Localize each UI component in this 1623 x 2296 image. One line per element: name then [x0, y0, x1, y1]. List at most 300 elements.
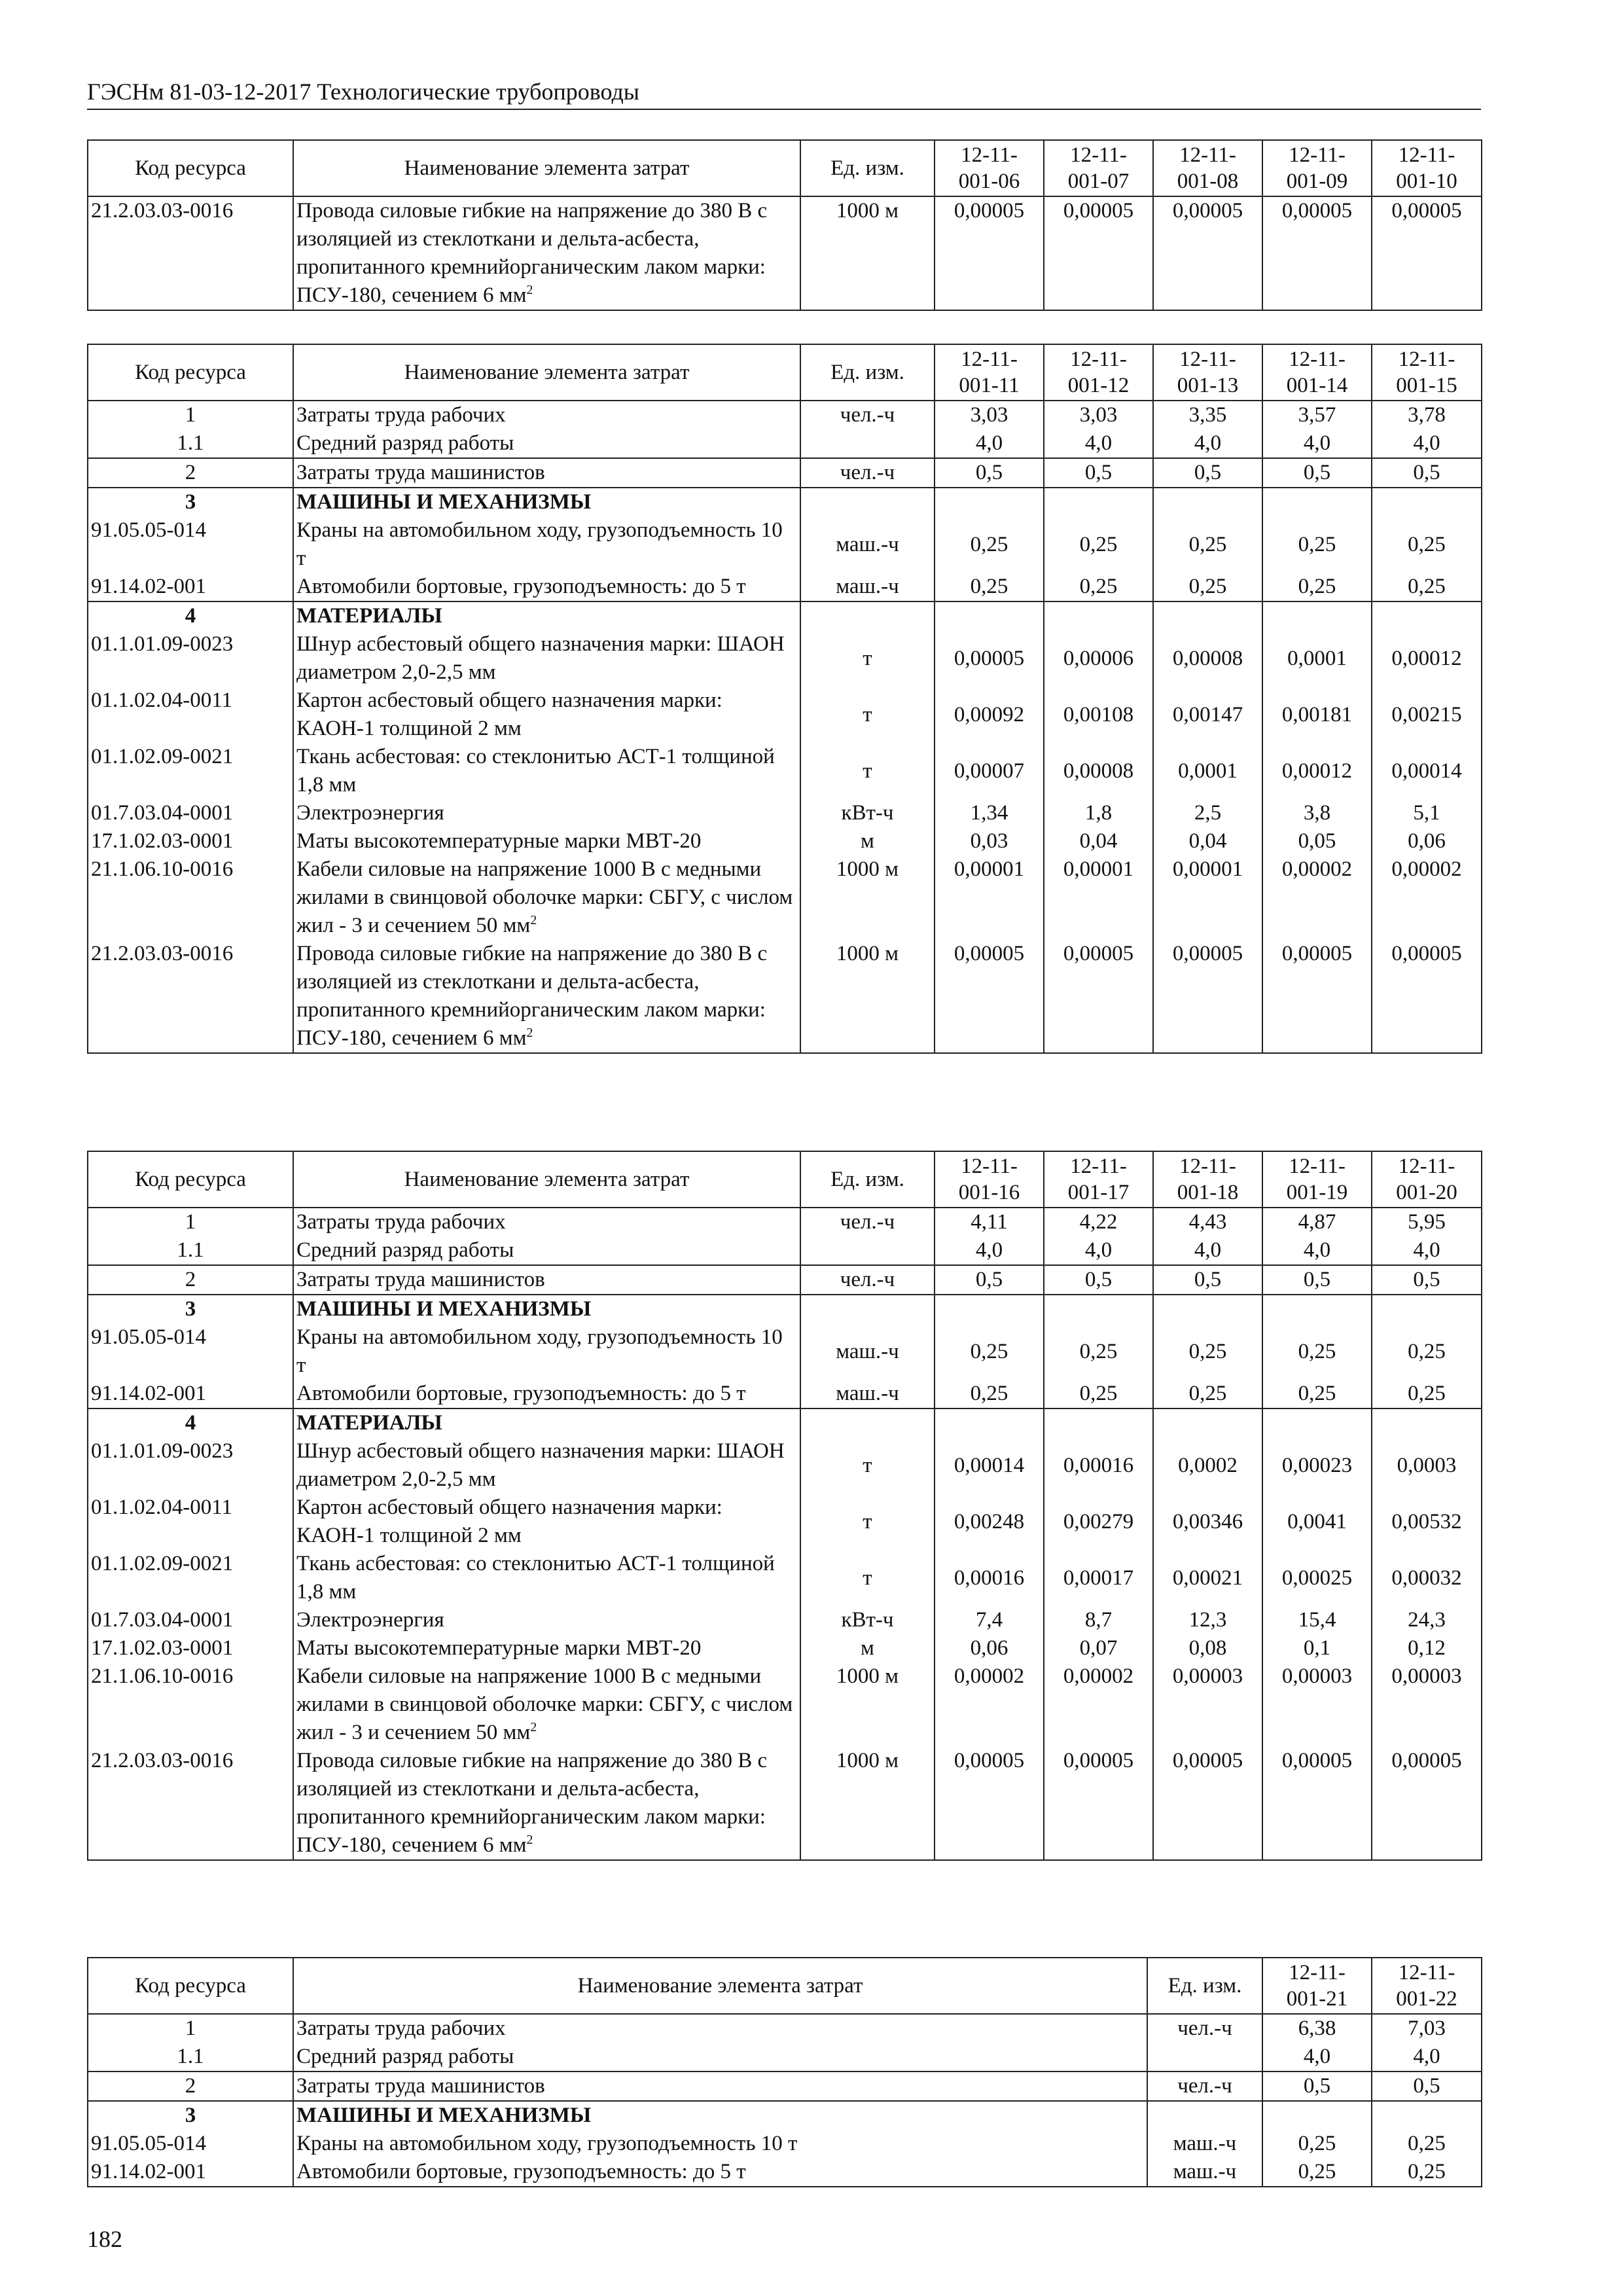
column-header-code: Код ресурса: [88, 1958, 293, 2014]
norm-value: [1372, 488, 1482, 516]
unit-of-measure: т: [800, 1494, 935, 1550]
norm-value: 0,0001: [1262, 630, 1372, 687]
norm-value: 15,4: [1262, 1606, 1372, 1634]
norm-value: 4,43: [1153, 1208, 1262, 1236]
norm-value: 7,4: [935, 1606, 1044, 1634]
resource-name-text: Кабели силовые на напряжение 1000 В с медными жилами в свинцовой оболочке марки: СБГУ, с числом жил - 3 и сечением 50 мм: [296, 857, 793, 937]
unit-of-measure: м: [800, 827, 935, 855]
unit-of-measure: маш.-ч: [800, 573, 935, 601]
resource-name-text: МАШИНЫ И МЕХАНИЗМЫ: [296, 1297, 592, 1321]
resource-code: 1.1: [88, 429, 293, 458]
norm-value: 0,5: [1262, 458, 1372, 488]
norm-value: 0,25: [1044, 1323, 1153, 1380]
unit-of-measure: м: [800, 1634, 935, 1662]
resource-name: [293, 1747, 800, 1860]
column-header-norm: 12-11- 001-22: [1372, 1958, 1482, 2014]
norm-value: 0,00002: [1262, 855, 1372, 940]
norm-value: [1262, 1408, 1372, 1437]
norm-value: 0,00023: [1262, 1437, 1372, 1494]
norm-value: 0,00001: [1153, 855, 1262, 940]
norm-value: 0,00215: [1372, 687, 1482, 743]
page-number: 182: [87, 2226, 122, 2252]
resource-code: 21.1.06.10-0016: [88, 1662, 293, 1747]
norm-value: 0,5: [1372, 2072, 1482, 2101]
norm-value: 0,00007: [935, 743, 1044, 799]
resource-name: [293, 1380, 800, 1408]
column-header-name: Наименование элемента затрат: [293, 140, 800, 196]
norm-value: 0,00005: [935, 196, 1044, 310]
norm-value: 0,25: [1262, 2158, 1372, 2187]
table-row: [88, 1323, 1482, 1380]
norm-value: 0,0002: [1153, 1437, 1262, 1494]
resource-name: [293, 827, 800, 855]
resource-code: 91.14.02-001: [88, 573, 293, 601]
norm-value: 0,00181: [1262, 687, 1372, 743]
norm-value: 0,5: [935, 458, 1044, 488]
column-header-norm: 12-11- 001-16: [935, 1151, 1044, 1208]
unit-superscript: 2: [526, 1026, 533, 1040]
table-row: [88, 2014, 1482, 2043]
norm-value: 0,00005: [935, 940, 1044, 1053]
resource-code: 01.1.01.09-0023: [88, 630, 293, 687]
unit-of-measure: чел.-ч: [1147, 2014, 1262, 2043]
table-row: [88, 1494, 1482, 1550]
table-row: [88, 401, 1482, 429]
resource-name-text: Провода силовые гибкие на напряжение до 380 В с изоляцией из стеклоткани и дельта-асбеста, пропитанного кремнийорганическим лаком марки: ПСУ-180, сечением 6 мм: [296, 942, 768, 1050]
resource-name: [293, 2130, 1147, 2158]
norm-value: 0,00002: [935, 1662, 1044, 1747]
norm-value: 0,5: [1372, 1265, 1482, 1295]
norm-value: 4,0: [1372, 429, 1482, 458]
resource-name: [293, 1494, 800, 1550]
resource-code: 4: [88, 601, 293, 630]
column-header-name: Наименование элемента затрат: [293, 1151, 800, 1208]
norm-value: 0,25: [1044, 573, 1153, 601]
column-header-norm: 12-11- 001-18: [1153, 1151, 1262, 1208]
norm-value: 4,0: [935, 1236, 1044, 1265]
table-row: [88, 601, 1482, 630]
norm-value: 0,5: [1153, 458, 1262, 488]
resource-name-text: Картон асбестовый общего назначения марки: КАОН-1 толщиной 2 мм: [296, 689, 722, 740]
norm-value: 0,25: [935, 1323, 1044, 1380]
norm-value: 1,34: [935, 799, 1044, 827]
norm-value: 0,00006: [1044, 630, 1153, 687]
norm-value: 0,25: [1044, 1380, 1153, 1408]
resource-code: 17.1.02.03-0001: [88, 1634, 293, 1662]
norm-value: [1044, 488, 1153, 516]
norm-value: [1372, 1408, 1482, 1437]
unit-of-measure: 1000 м: [800, 940, 935, 1053]
unit-of-measure: маш.-ч: [800, 1380, 935, 1408]
norm-value: 0,25: [1044, 516, 1153, 573]
table-row: [88, 799, 1482, 827]
resource-name-text: Затраты труда машинистов: [296, 2074, 545, 2098]
resource-name-text: Затраты труда рабочих: [296, 403, 506, 427]
resource-code: 91.14.02-001: [88, 2158, 293, 2187]
norm-value: [935, 1295, 1044, 1323]
unit-of-measure: маш.-ч: [1147, 2158, 1262, 2187]
resource-name: [293, 940, 800, 1053]
norm-value: [1044, 1408, 1153, 1437]
norm-value: 0,5: [1044, 458, 1153, 488]
resource-name: [293, 687, 800, 743]
table-row: [88, 2130, 1482, 2158]
table-row: [88, 687, 1482, 743]
table-row: [88, 630, 1482, 687]
table-row: [88, 488, 1482, 516]
resource-name-text: МАТЕРИАЛЫ: [296, 1411, 442, 1435]
resource-code: 3: [88, 2101, 293, 2130]
unit-of-measure: [800, 488, 935, 516]
norm-value: 0,0001: [1153, 743, 1262, 799]
column-header-norm: 12-11- 001-09: [1262, 140, 1372, 196]
resource-table-4: [87, 1957, 1482, 2187]
resource-name-text: Картон асбестовый общего назначения марки: КАОН-1 толщиной 2 мм: [296, 1496, 722, 1547]
norm-value: 0,00002: [1372, 855, 1482, 940]
norm-value: 0,5: [1262, 1265, 1372, 1295]
norm-value: 5,1: [1372, 799, 1482, 827]
norm-value: 0,00108: [1044, 687, 1153, 743]
resource-name-text: МАТЕРИАЛЫ: [296, 604, 442, 628]
norm-value: 0,25: [1153, 1380, 1262, 1408]
table-row: [88, 1265, 1482, 1295]
resource-name: [293, 1606, 800, 1634]
table-row: [88, 2158, 1482, 2187]
norm-value: 0,00016: [1044, 1437, 1153, 1494]
table-header-row: [88, 1958, 1482, 2014]
norm-value: 0,00147: [1153, 687, 1262, 743]
table-row: [88, 2101, 1482, 2130]
norm-value: [1372, 1295, 1482, 1323]
unit-superscript: 2: [526, 283, 533, 297]
column-header-norm: 12-11- 001-06: [935, 140, 1044, 196]
resource-code: 3: [88, 1295, 293, 1323]
norm-value: 0,5: [935, 1265, 1044, 1295]
table-header-row: [88, 1151, 1482, 1208]
unit-of-measure: чел.-ч: [1147, 2072, 1262, 2101]
table-row: [88, 573, 1482, 601]
column-header-norm: 12-11- 001-15: [1372, 344, 1482, 401]
norm-value: 0,06: [1372, 827, 1482, 855]
table-row: [88, 1747, 1482, 1860]
column-header-unit: Ед. изм.: [800, 1151, 935, 1208]
unit-of-measure: т: [800, 1550, 935, 1606]
norm-value: 0,25: [1372, 516, 1482, 573]
norm-value: 0,00001: [1044, 855, 1153, 940]
resource-code: 1: [88, 2014, 293, 2043]
unit-of-measure: маш.-ч: [1147, 2130, 1262, 2158]
unit-of-measure: маш.-ч: [800, 1323, 935, 1380]
table-row: [88, 855, 1482, 940]
norm-value: 4,0: [935, 429, 1044, 458]
norm-value: [935, 1408, 1044, 1437]
norm-value: [1044, 601, 1153, 630]
column-header-code: Код ресурса: [88, 1151, 293, 1208]
resource-code: 01.7.03.04-0001: [88, 1606, 293, 1634]
table-header-row: [88, 344, 1482, 401]
column-header-norm: 12-11- 001-13: [1153, 344, 1262, 401]
resource-table-1: [87, 139, 1482, 311]
unit-superscript: 2: [530, 913, 537, 927]
table-row: [88, 458, 1482, 488]
resource-code: 21.2.03.03-0016: [88, 940, 293, 1053]
table-header-row: [88, 140, 1482, 196]
unit-of-measure: чел.-ч: [800, 458, 935, 488]
unit-of-measure: [800, 1408, 935, 1437]
resource-name: [293, 1265, 800, 1295]
unit-superscript: 2: [526, 1833, 533, 1847]
unit-of-measure: [800, 429, 935, 458]
norm-value: [1262, 1295, 1372, 1323]
unit-of-measure: 1000 м: [800, 196, 935, 310]
norm-value: 3,57: [1262, 401, 1372, 429]
unit-of-measure: т: [800, 630, 935, 687]
column-header-code: Код ресурса: [88, 344, 293, 401]
table-row: [88, 1236, 1482, 1265]
resource-name-text: Средний разряд работы: [296, 2045, 514, 2068]
resource-code: 21.2.03.03-0016: [88, 1747, 293, 1860]
norm-value: 0,00032: [1372, 1550, 1482, 1606]
norm-value: 0,00005: [1153, 940, 1262, 1053]
norm-value: 0,25: [1153, 516, 1262, 573]
norm-value: 0,00012: [1372, 630, 1482, 687]
resource-name: [293, 1208, 800, 1236]
norm-value: 0,25: [935, 516, 1044, 573]
table-row: [88, 1208, 1482, 1236]
resource-name: [293, 516, 800, 573]
resource-code: 01.7.03.04-0001: [88, 799, 293, 827]
resource-name: [293, 1236, 800, 1265]
norm-value: 5,95: [1372, 1208, 1482, 1236]
resource-name-text: МАШИНЫ И МЕХАНИЗМЫ: [296, 490, 592, 514]
resource-table-2: [87, 344, 1482, 1054]
unit-of-measure: [1147, 2101, 1262, 2130]
column-header-norm: 12-11- 001-14: [1262, 344, 1372, 401]
norm-value: 0,25: [1262, 1380, 1372, 1408]
resource-name-text: Ткань асбестовая: со стеклонитью АСТ-1 толщиной 1,8 мм: [296, 745, 775, 797]
norm-value: 3,35: [1153, 401, 1262, 429]
resource-name: [293, 1634, 800, 1662]
norm-value: [1044, 1295, 1153, 1323]
norm-value: 0,00005: [1372, 196, 1482, 310]
resource-name: [293, 799, 800, 827]
resource-name: [293, 1295, 800, 1323]
norm-value: 0,25: [1153, 573, 1262, 601]
column-header-norm: 12-11- 001-19: [1262, 1151, 1372, 1208]
resource-name-text: Автомобили бортовые, грузоподъемность: до 5 т: [296, 2160, 746, 2183]
norm-value: 0,00002: [1044, 1662, 1153, 1747]
table-row: [88, 743, 1482, 799]
norm-value: 0,00005: [1153, 1747, 1262, 1860]
norm-value: 6,38: [1262, 2014, 1372, 2043]
table-row: [88, 2043, 1482, 2072]
resource-code: 01.1.02.09-0021: [88, 743, 293, 799]
norm-value: 1,8: [1044, 799, 1153, 827]
resource-name-text: Краны на автомобильном ходу, грузоподъемность 10 т: [296, 518, 783, 570]
table-row: [88, 1380, 1482, 1408]
resource-name: [293, 401, 800, 429]
table-row: [88, 1634, 1482, 1662]
resource-name-text: Краны на автомобильном ходу, грузоподъемность 10 т: [296, 1325, 783, 1377]
resource-code: 91.05.05-014: [88, 516, 293, 573]
resource-code: 1.1: [88, 1236, 293, 1265]
norm-value: [1372, 601, 1482, 630]
norm-value: 0,12: [1372, 1634, 1482, 1662]
norm-value: [1153, 601, 1262, 630]
resource-code: 1.1: [88, 2043, 293, 2072]
norm-value: 0,5: [1262, 2072, 1372, 2101]
column-header-norm: 12-11- 001-11: [935, 344, 1044, 401]
resource-code: 01.1.02.04-0011: [88, 687, 293, 743]
resource-name-text: Маты высокотемпературные марки МВТ-20: [296, 829, 702, 853]
norm-value: [1153, 1408, 1262, 1437]
norm-value: [1262, 601, 1372, 630]
resource-name-text: МАШИНЫ И МЕХАНИЗМЫ: [296, 2104, 592, 2127]
resource-code: 1: [88, 1208, 293, 1236]
norm-value: [1153, 1295, 1262, 1323]
resource-code: 01.1.02.09-0021: [88, 1550, 293, 1606]
norm-value: 0,04: [1153, 827, 1262, 855]
norm-value: 0,00017: [1044, 1550, 1153, 1606]
resource-code: 2: [88, 1265, 293, 1295]
norm-value: [1153, 488, 1262, 516]
resource-name: [293, 1437, 800, 1494]
norm-value: 0,25: [1372, 2130, 1482, 2158]
norm-value: 7,03: [1372, 2014, 1482, 2043]
page-header: [87, 77, 1481, 110]
resource-code: 91.05.05-014: [88, 2130, 293, 2158]
norm-value: 0,00003: [1262, 1662, 1372, 1747]
resource-name-text: Шнур асбестовый общего назначения марки: ШАОН диаметром 2,0-2,5 мм: [296, 1439, 785, 1491]
document-title: ГЭСНм 81-03-12-2017 Технологические трубопроводы: [87, 79, 639, 105]
resource-name-text: Электроэнергия: [296, 801, 444, 825]
table-row: [88, 940, 1482, 1053]
table-row: [88, 2072, 1482, 2101]
unit-of-measure: 1000 м: [800, 1662, 935, 1747]
column-header-unit: Ед. изм.: [800, 140, 935, 196]
table-row: [88, 516, 1482, 573]
norm-value: 0,25: [935, 573, 1044, 601]
norm-value: 4,0: [1262, 2043, 1372, 2072]
norm-value: 0,00016: [935, 1550, 1044, 1606]
resource-name-text: Затраты труда машинистов: [296, 1268, 545, 1291]
unit-of-measure: [800, 601, 935, 630]
column-header-norm: 12-11- 001-12: [1044, 344, 1153, 401]
resource-name-text: Затраты труда рабочих: [296, 1210, 506, 1234]
column-header-norm: 12-11- 001-07: [1044, 140, 1153, 196]
column-header-norm: 12-11- 001-17: [1044, 1151, 1153, 1208]
norm-value: 0,00005: [1044, 940, 1153, 1053]
resource-name: [293, 488, 800, 516]
column-header-unit: Ед. изм.: [1147, 1958, 1262, 2014]
norm-value: 0,0003: [1372, 1437, 1482, 1494]
norm-value: 0,03: [935, 827, 1044, 855]
norm-value: 0,25: [1262, 573, 1372, 601]
table-row: [88, 1606, 1482, 1634]
resource-name: [293, 630, 800, 687]
norm-value: 4,11: [935, 1208, 1044, 1236]
norm-value: 0,25: [1153, 1323, 1262, 1380]
norm-value: 0,00012: [1262, 743, 1372, 799]
resource-name-text: Затраты труда рабочих: [296, 2017, 506, 2040]
unit-superscript: 2: [530, 1720, 537, 1734]
resource-code: 91.14.02-001: [88, 1380, 293, 1408]
column-header-norm: 12-11- 001-08: [1153, 140, 1262, 196]
norm-value: 0,00021: [1153, 1550, 1262, 1606]
resource-name-text: Средний разряд работы: [296, 1238, 514, 1262]
norm-value: 0,00248: [935, 1494, 1044, 1550]
norm-value: 0,00005: [1262, 1747, 1372, 1860]
norm-value: 8,7: [1044, 1606, 1153, 1634]
norm-value: 4,0: [1044, 429, 1153, 458]
unit-of-measure: чел.-ч: [800, 401, 935, 429]
resource-code: 17.1.02.03-0001: [88, 827, 293, 855]
norm-value: 0,05: [1262, 827, 1372, 855]
norm-value: 0,00092: [935, 687, 1044, 743]
resource-code: 4: [88, 1408, 293, 1437]
resource-name: [293, 458, 800, 488]
norm-value: 0,00014: [935, 1437, 1044, 1494]
norm-value: 3,78: [1372, 401, 1482, 429]
norm-value: 0,00005: [1372, 940, 1482, 1053]
resource-name-text: Средний разряд работы: [296, 431, 514, 455]
column-header-norm: 12-11- 001-21: [1262, 1958, 1372, 2014]
table-row: [88, 1408, 1482, 1437]
column-header-name: Наименование элемента затрат: [293, 1958, 1147, 2014]
resource-code: 3: [88, 488, 293, 516]
resource-name: [293, 855, 800, 940]
norm-value: 0,00005: [935, 630, 1044, 687]
unit-of-measure: т: [800, 687, 935, 743]
norm-value: 0,25: [935, 1380, 1044, 1408]
table-row: [88, 429, 1482, 458]
norm-value: 4,0: [1372, 2043, 1482, 2072]
unit-of-measure: 1000 м: [800, 855, 935, 940]
column-header-code: Код ресурса: [88, 140, 293, 196]
norm-value: 12,3: [1153, 1606, 1262, 1634]
unit-of-measure: чел.-ч: [800, 1265, 935, 1295]
resource-name-text: Электроэнергия: [296, 1608, 444, 1632]
resource-code: 21.1.06.10-0016: [88, 855, 293, 940]
resource-table-3: [87, 1151, 1482, 1861]
norm-value: 0,00008: [1044, 743, 1153, 799]
norm-value: 0,25: [1262, 1323, 1372, 1380]
unit-of-measure: чел.-ч: [800, 1208, 935, 1236]
resource-name: [293, 2014, 1147, 2043]
resource-code: 21.2.03.03-0016: [88, 196, 293, 310]
norm-value: 0,5: [1044, 1265, 1153, 1295]
norm-value: 4,22: [1044, 1208, 1153, 1236]
table-row: [88, 1550, 1482, 1606]
norm-value: 0,06: [935, 1634, 1044, 1662]
norm-value: 4,0: [1262, 429, 1372, 458]
norm-value: 0,00005: [935, 1747, 1044, 1860]
norm-value: 0,25: [1372, 2158, 1482, 2187]
norm-value: 0,00005: [1044, 1747, 1153, 1860]
resource-name: [293, 1550, 800, 1606]
norm-value: 0,00005: [1262, 940, 1372, 1053]
norm-value: 0,04: [1044, 827, 1153, 855]
norm-value: 0,1: [1262, 1634, 1372, 1662]
norm-value: 4,0: [1153, 1236, 1262, 1265]
unit-of-measure: маш.-ч: [800, 516, 935, 573]
norm-value: 2,5: [1153, 799, 1262, 827]
resource-name: [293, 429, 800, 458]
norm-value: 0,00346: [1153, 1494, 1262, 1550]
norm-value: 4,0: [1153, 429, 1262, 458]
norm-value: 0,5: [1153, 1265, 1262, 1295]
norm-value: 3,03: [935, 401, 1044, 429]
